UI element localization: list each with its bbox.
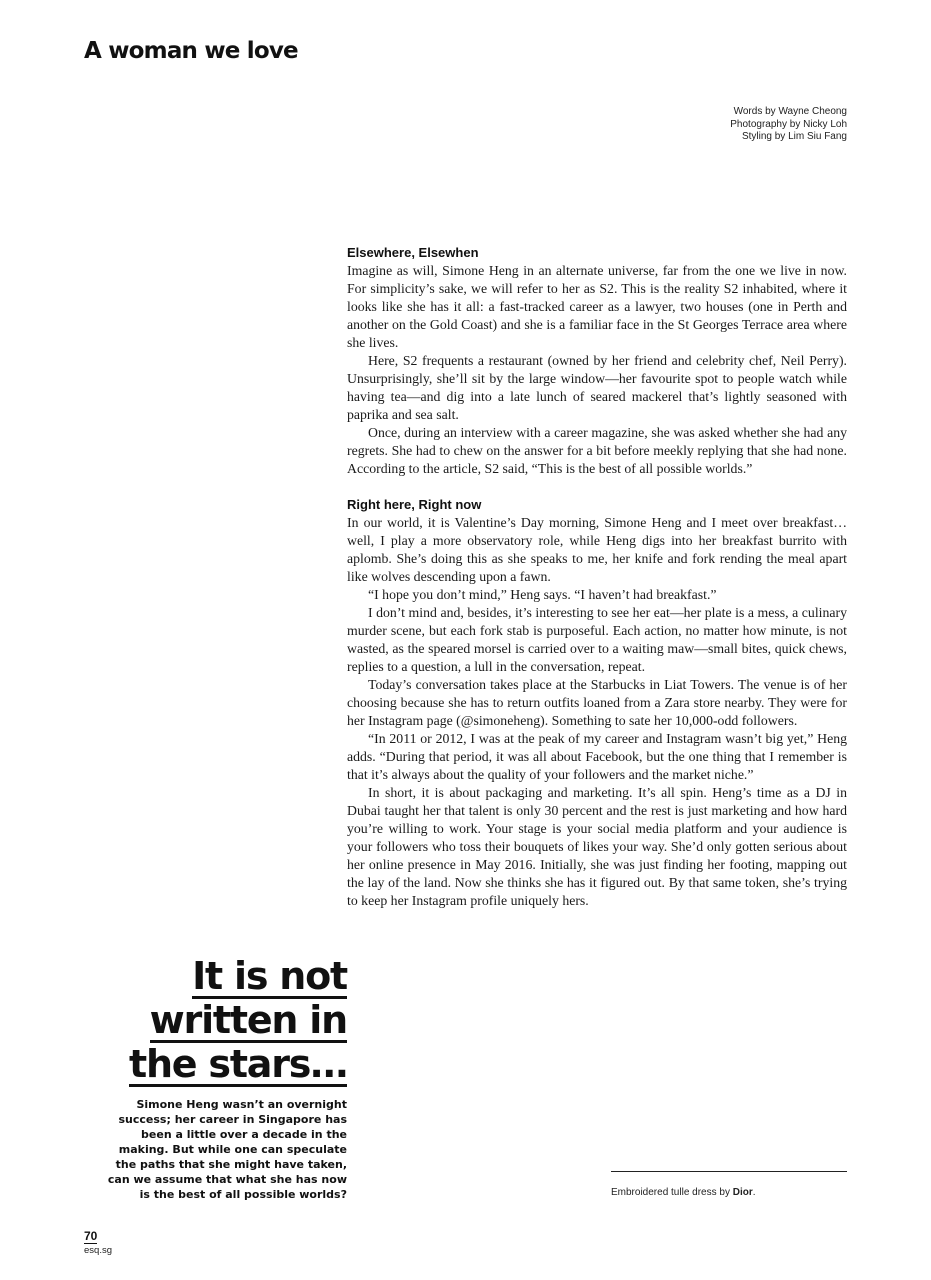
- caption-rule: [611, 1171, 847, 1172]
- caption-end: .: [752, 1187, 756, 1198]
- pull-quote: [100, 956, 347, 1202]
- paragraph: I don’t mind and, besides, it’s interesting to see her eat—her plate is a mess, a culinary murder scene, but each fork stab is purposeful. Each action, no matter how minute, is not wasted, as the speared morsel is carried over to a waiting maw—small bites, quick chews, replies to a question, a lull in the conversation, repeat.: [347, 605, 847, 674]
- section-gap: [347, 478, 847, 496]
- pull-quote-line: the stars…: [128, 1042, 347, 1086]
- section-heading: Elsewhere, Elsewhen: [347, 245, 479, 260]
- paragraph: In our world, it is Valentine’s Day morning, Simone Heng and I meet over breakfast… well, I play a more observatory role, while Heng digs into her breakfast burrito with aplomb. She’s doing this as she speaks to me, her knife and fork rending the meal apart like wolves descending upon a fawn.: [347, 515, 847, 584]
- photo-caption: [611, 1187, 756, 1198]
- paragraph: Once, during an interview with a career magazine, she was asked whether she had any regrets. She had to chew on the answer for a bit before meekly replying that she had none. According to the article, S2 said, “This is the best of all possible worlds.”: [347, 425, 847, 476]
- article-body: [347, 244, 847, 910]
- caption-text: Embroidered tulle dress by: [611, 1187, 733, 1198]
- section-title: A woman we love: [84, 38, 298, 64]
- paragraph: Today’s conversation takes place at the Starbucks in Liat Towers. The venue is of her choosing because she has to return outfits loaned from a Zara store nearby. They were for her Instagram page (@simoneheng). Something to sate her 10,000-odd followers.: [347, 677, 847, 728]
- credit-words: Words by Wayne Cheong: [733, 106, 847, 117]
- credits: [730, 106, 847, 144]
- caption-brand: Dior: [732, 1187, 753, 1198]
- credit-photography: Photography by Nicky Loh: [730, 118, 847, 130]
- page-number: 70: [84, 1229, 98, 1243]
- paragraph: “In 2011 or 2012, I was at the peak of my career and Instagram wasn’t big yet,” Heng adds. “During that period, it was all about Facebook, but the one thing that I remember is that it’s always about the quality of your followers and the market niche.”: [347, 731, 847, 782]
- credit-styling: Styling by Lim Siu Fang: [741, 131, 847, 142]
- folio: [84, 1227, 112, 1257]
- pull-quote-line: It is not: [192, 954, 347, 998]
- section-heading: Right here, Right now: [347, 497, 482, 512]
- paragraph: Here, S2 frequents a restaurant (owned by her friend and celebrity chef, Neil Perry). Unsurprisingly, she’ll sit by the large window—her favourite spot to people watch while having tea—and dig into a late lunch of seared mackerel that’s lightly seasoned with paprika and sea salt.: [347, 353, 847, 422]
- pull-quote-line: written in: [149, 998, 347, 1042]
- pull-quote-deck: Simone Heng wasn’t an overnight success; her career in Singapore has been a little over a decade in the making. But while one can speculate the paths that she might have taken, can we assume that what she has now is the best of all possible worlds?: [107, 1098, 347, 1201]
- site-url: esq.sg: [84, 1245, 112, 1256]
- paragraph: In short, it is about packaging and marketing. It’s all spin. Heng’s time as a DJ in Dubai taught her that talent is only 30 percent and the rest is just marketing and how hard you’re willing to work. Your stage is your social media platform and your audience is your followers who toss their bouquets of likes your way. She’d only gotten serious about her online presence in May 2016. Initially, she was just finding her footing, mapping out the lay of the land. Now she thinks she has it figured out. By that same token, she’s trying to keep her Instagram profile uniquely hers.: [347, 785, 847, 908]
- paragraph: “I hope you don’t mind,” Heng says. “I haven’t had breakfast.”: [368, 587, 717, 602]
- paragraph: Imagine as will, Simone Heng in an alternate universe, far from the one we live in now. For simplicity’s sake, we will refer to her as S2. This is the reality S2 inhabited, where it looks like she has it all: a fast-tracked career as a lawyer, two houses (one in Perth and another on the Gold Coast) and she is a familiar face in the St Georges Terrace area where she lives.: [347, 263, 847, 350]
